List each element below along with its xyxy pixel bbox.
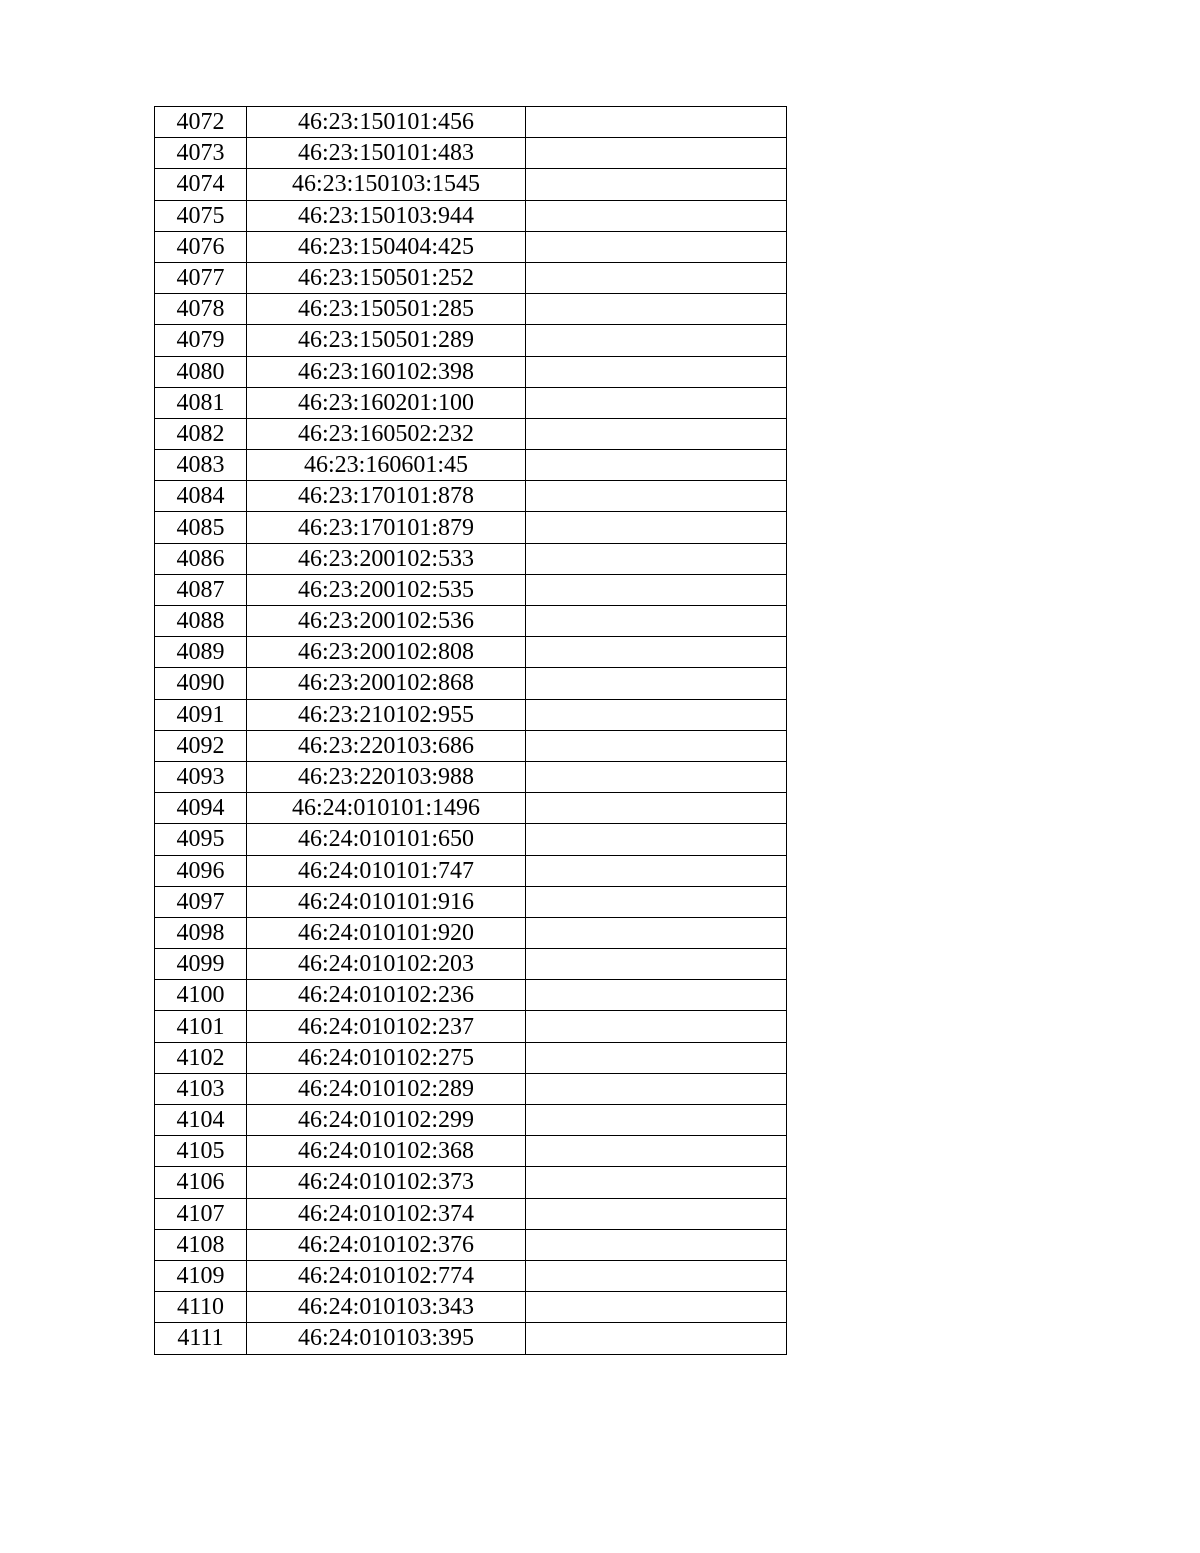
cadastral-number-cell: 46:23:150103:1545	[247, 169, 526, 200]
cadastral-number-cell: 46:24:010102:275	[247, 1042, 526, 1073]
row-number-cell: 4105	[155, 1136, 247, 1167]
cadastral-number-cell: 46:24:010102:299	[247, 1105, 526, 1136]
table-row	[155, 1073, 787, 1104]
cadastral-number-cell: 46:24:010102:368	[247, 1136, 526, 1167]
empty-cell	[526, 917, 787, 948]
row-number-cell: 4085	[155, 512, 247, 543]
cadastral-number-cell: 46:23:160201:100	[247, 387, 526, 418]
row-number-cell: 4104	[155, 1105, 247, 1136]
table-row	[155, 855, 787, 886]
table-row	[155, 294, 787, 325]
table-row	[155, 418, 787, 449]
row-number-cell: 4094	[155, 793, 247, 824]
row-number-cell: 4075	[155, 200, 247, 231]
table-row	[155, 107, 787, 138]
empty-cell	[526, 1105, 787, 1136]
empty-cell	[526, 699, 787, 730]
table-row	[155, 169, 787, 200]
empty-cell	[526, 325, 787, 356]
cadastral-number-cell: 46:23:170101:879	[247, 512, 526, 543]
cadastral-number-cell: 46:24:010101:1496	[247, 793, 526, 824]
cadastral-number-cell: 46:23:150103:944	[247, 200, 526, 231]
table-row	[155, 262, 787, 293]
table-row	[155, 949, 787, 980]
row-number-cell: 4102	[155, 1042, 247, 1073]
empty-cell	[526, 730, 787, 761]
row-number-cell: 4086	[155, 543, 247, 574]
row-number-cell: 4106	[155, 1167, 247, 1198]
cadastral-number-cell: 46:23:200102:868	[247, 668, 526, 699]
table-row	[155, 1011, 787, 1042]
cadastral-number-cell: 46:24:010102:289	[247, 1073, 526, 1104]
empty-cell	[526, 855, 787, 886]
table-row	[155, 1042, 787, 1073]
row-number-cell: 4098	[155, 917, 247, 948]
empty-cell	[526, 886, 787, 917]
cadastral-number-cell: 46:23:150101:456	[247, 107, 526, 138]
empty-cell	[526, 481, 787, 512]
cadastral-number-cell: 46:24:010102:376	[247, 1229, 526, 1260]
empty-cell	[526, 138, 787, 169]
cadastral-number-cell: 46:24:010102:373	[247, 1167, 526, 1198]
empty-cell	[526, 169, 787, 200]
row-number-cell: 4089	[155, 637, 247, 668]
row-number-cell: 4099	[155, 949, 247, 980]
table-row	[155, 325, 787, 356]
table-row	[155, 387, 787, 418]
cadastral-number-cell: 46:24:010102:203	[247, 949, 526, 980]
row-number-cell: 4072	[155, 107, 247, 138]
table-row	[155, 1198, 787, 1229]
row-number-cell: 4109	[155, 1260, 247, 1291]
empty-cell	[526, 1292, 787, 1323]
row-number-cell: 4110	[155, 1292, 247, 1323]
table-row	[155, 761, 787, 792]
empty-cell	[526, 1260, 787, 1291]
empty-cell	[526, 262, 787, 293]
row-number-cell: 4108	[155, 1229, 247, 1260]
table-row	[155, 450, 787, 481]
row-number-cell: 4088	[155, 606, 247, 637]
row-number-cell: 4083	[155, 450, 247, 481]
row-number-cell: 4073	[155, 138, 247, 169]
table-row	[155, 886, 787, 917]
cadastral-number-cell: 46:23:160601:45	[247, 450, 526, 481]
table-row	[155, 1105, 787, 1136]
empty-cell	[526, 512, 787, 543]
table-row	[155, 668, 787, 699]
row-number-cell: 4096	[155, 855, 247, 886]
empty-cell	[526, 1073, 787, 1104]
table-row	[155, 574, 787, 605]
empty-cell	[526, 356, 787, 387]
table-row	[155, 1292, 787, 1323]
table-row	[155, 512, 787, 543]
empty-cell	[526, 1198, 787, 1229]
table-row	[155, 1136, 787, 1167]
row-number-cell: 4074	[155, 169, 247, 200]
cadastral-number-cell: 46:23:150101:483	[247, 138, 526, 169]
table-row	[155, 200, 787, 231]
table-row	[155, 138, 787, 169]
cadastral-number-cell: 46:23:210102:955	[247, 699, 526, 730]
row-number-cell: 4093	[155, 761, 247, 792]
row-number-cell: 4090	[155, 668, 247, 699]
table-row	[155, 980, 787, 1011]
table-row	[155, 824, 787, 855]
empty-cell	[526, 387, 787, 418]
row-number-cell: 4078	[155, 294, 247, 325]
cadastral-number-cell: 46:24:010102:374	[247, 1198, 526, 1229]
table-row	[155, 231, 787, 262]
row-number-cell: 4092	[155, 730, 247, 761]
cadastral-number-cell: 46:24:010101:920	[247, 917, 526, 948]
row-number-cell: 4077	[155, 262, 247, 293]
empty-cell	[526, 761, 787, 792]
cadastral-number-table	[154, 106, 787, 1355]
cadastral-number-cell: 46:23:150501:289	[247, 325, 526, 356]
cadastral-number-cell: 46:23:150501:252	[247, 262, 526, 293]
table-row	[155, 917, 787, 948]
empty-cell	[526, 793, 787, 824]
cadastral-number-cell: 46:24:010101:650	[247, 824, 526, 855]
row-number-cell: 4081	[155, 387, 247, 418]
table-row	[155, 793, 787, 824]
empty-cell	[526, 1229, 787, 1260]
empty-cell	[526, 1042, 787, 1073]
cadastral-number-cell: 46:24:010102:236	[247, 980, 526, 1011]
row-number-cell: 4107	[155, 1198, 247, 1229]
cadastral-number-cell: 46:24:010103:343	[247, 1292, 526, 1323]
cadastral-number-cell: 46:24:010103:395	[247, 1323, 526, 1354]
cadastral-number-cell: 46:23:220103:988	[247, 761, 526, 792]
cadastral-number-cell: 46:24:010101:747	[247, 855, 526, 886]
empty-cell	[526, 824, 787, 855]
row-number-cell: 4097	[155, 886, 247, 917]
row-number-cell: 4080	[155, 356, 247, 387]
empty-cell	[526, 1167, 787, 1198]
empty-cell	[526, 980, 787, 1011]
empty-cell	[526, 231, 787, 262]
cadastral-number-cell: 46:23:200102:533	[247, 543, 526, 574]
table-row	[155, 606, 787, 637]
empty-cell	[526, 1136, 787, 1167]
cadastral-number-cell: 46:23:150501:285	[247, 294, 526, 325]
table-row	[155, 637, 787, 668]
empty-cell	[526, 200, 787, 231]
empty-cell	[526, 606, 787, 637]
table-row	[155, 1229, 787, 1260]
cadastral-number-cell: 46:24:010102:774	[247, 1260, 526, 1291]
row-number-cell: 4101	[155, 1011, 247, 1042]
row-number-cell: 4087	[155, 574, 247, 605]
row-number-cell: 4079	[155, 325, 247, 356]
table-row	[155, 1167, 787, 1198]
row-number-cell: 4084	[155, 481, 247, 512]
table-row	[155, 1260, 787, 1291]
row-number-cell: 4082	[155, 418, 247, 449]
row-number-cell: 4103	[155, 1073, 247, 1104]
cadastral-number-cell: 46:23:160502:232	[247, 418, 526, 449]
empty-cell	[526, 107, 787, 138]
cadastral-number-cell: 46:24:010101:916	[247, 886, 526, 917]
row-number-cell: 4095	[155, 824, 247, 855]
cadastral-number-cell: 46:23:200102:808	[247, 637, 526, 668]
table-row	[155, 356, 787, 387]
table-row	[155, 730, 787, 761]
cadastral-number-cell: 46:23:160102:398	[247, 356, 526, 387]
empty-cell	[526, 949, 787, 980]
cadastral-number-cell: 46:23:220103:686	[247, 730, 526, 761]
empty-cell	[526, 418, 787, 449]
cadastral-number-cell: 46:23:200102:535	[247, 574, 526, 605]
table-row	[155, 481, 787, 512]
empty-cell	[526, 1323, 787, 1354]
row-number-cell: 4091	[155, 699, 247, 730]
empty-cell	[526, 1011, 787, 1042]
table-row	[155, 543, 787, 574]
cadastral-number-cell: 46:23:200102:536	[247, 606, 526, 637]
table-row	[155, 699, 787, 730]
cadastral-number-cell: 46:23:150404:425	[247, 231, 526, 262]
empty-cell	[526, 668, 787, 699]
empty-cell	[526, 543, 787, 574]
table-body	[155, 107, 787, 1355]
row-number-cell: 4076	[155, 231, 247, 262]
table-row	[155, 1323, 787, 1354]
cadastral-number-cell: 46:23:170101:878	[247, 481, 526, 512]
row-number-cell: 4100	[155, 980, 247, 1011]
cadastral-number-cell: 46:24:010102:237	[247, 1011, 526, 1042]
empty-cell	[526, 294, 787, 325]
row-number-cell: 4111	[155, 1323, 247, 1354]
empty-cell	[526, 574, 787, 605]
empty-cell	[526, 450, 787, 481]
empty-cell	[526, 637, 787, 668]
